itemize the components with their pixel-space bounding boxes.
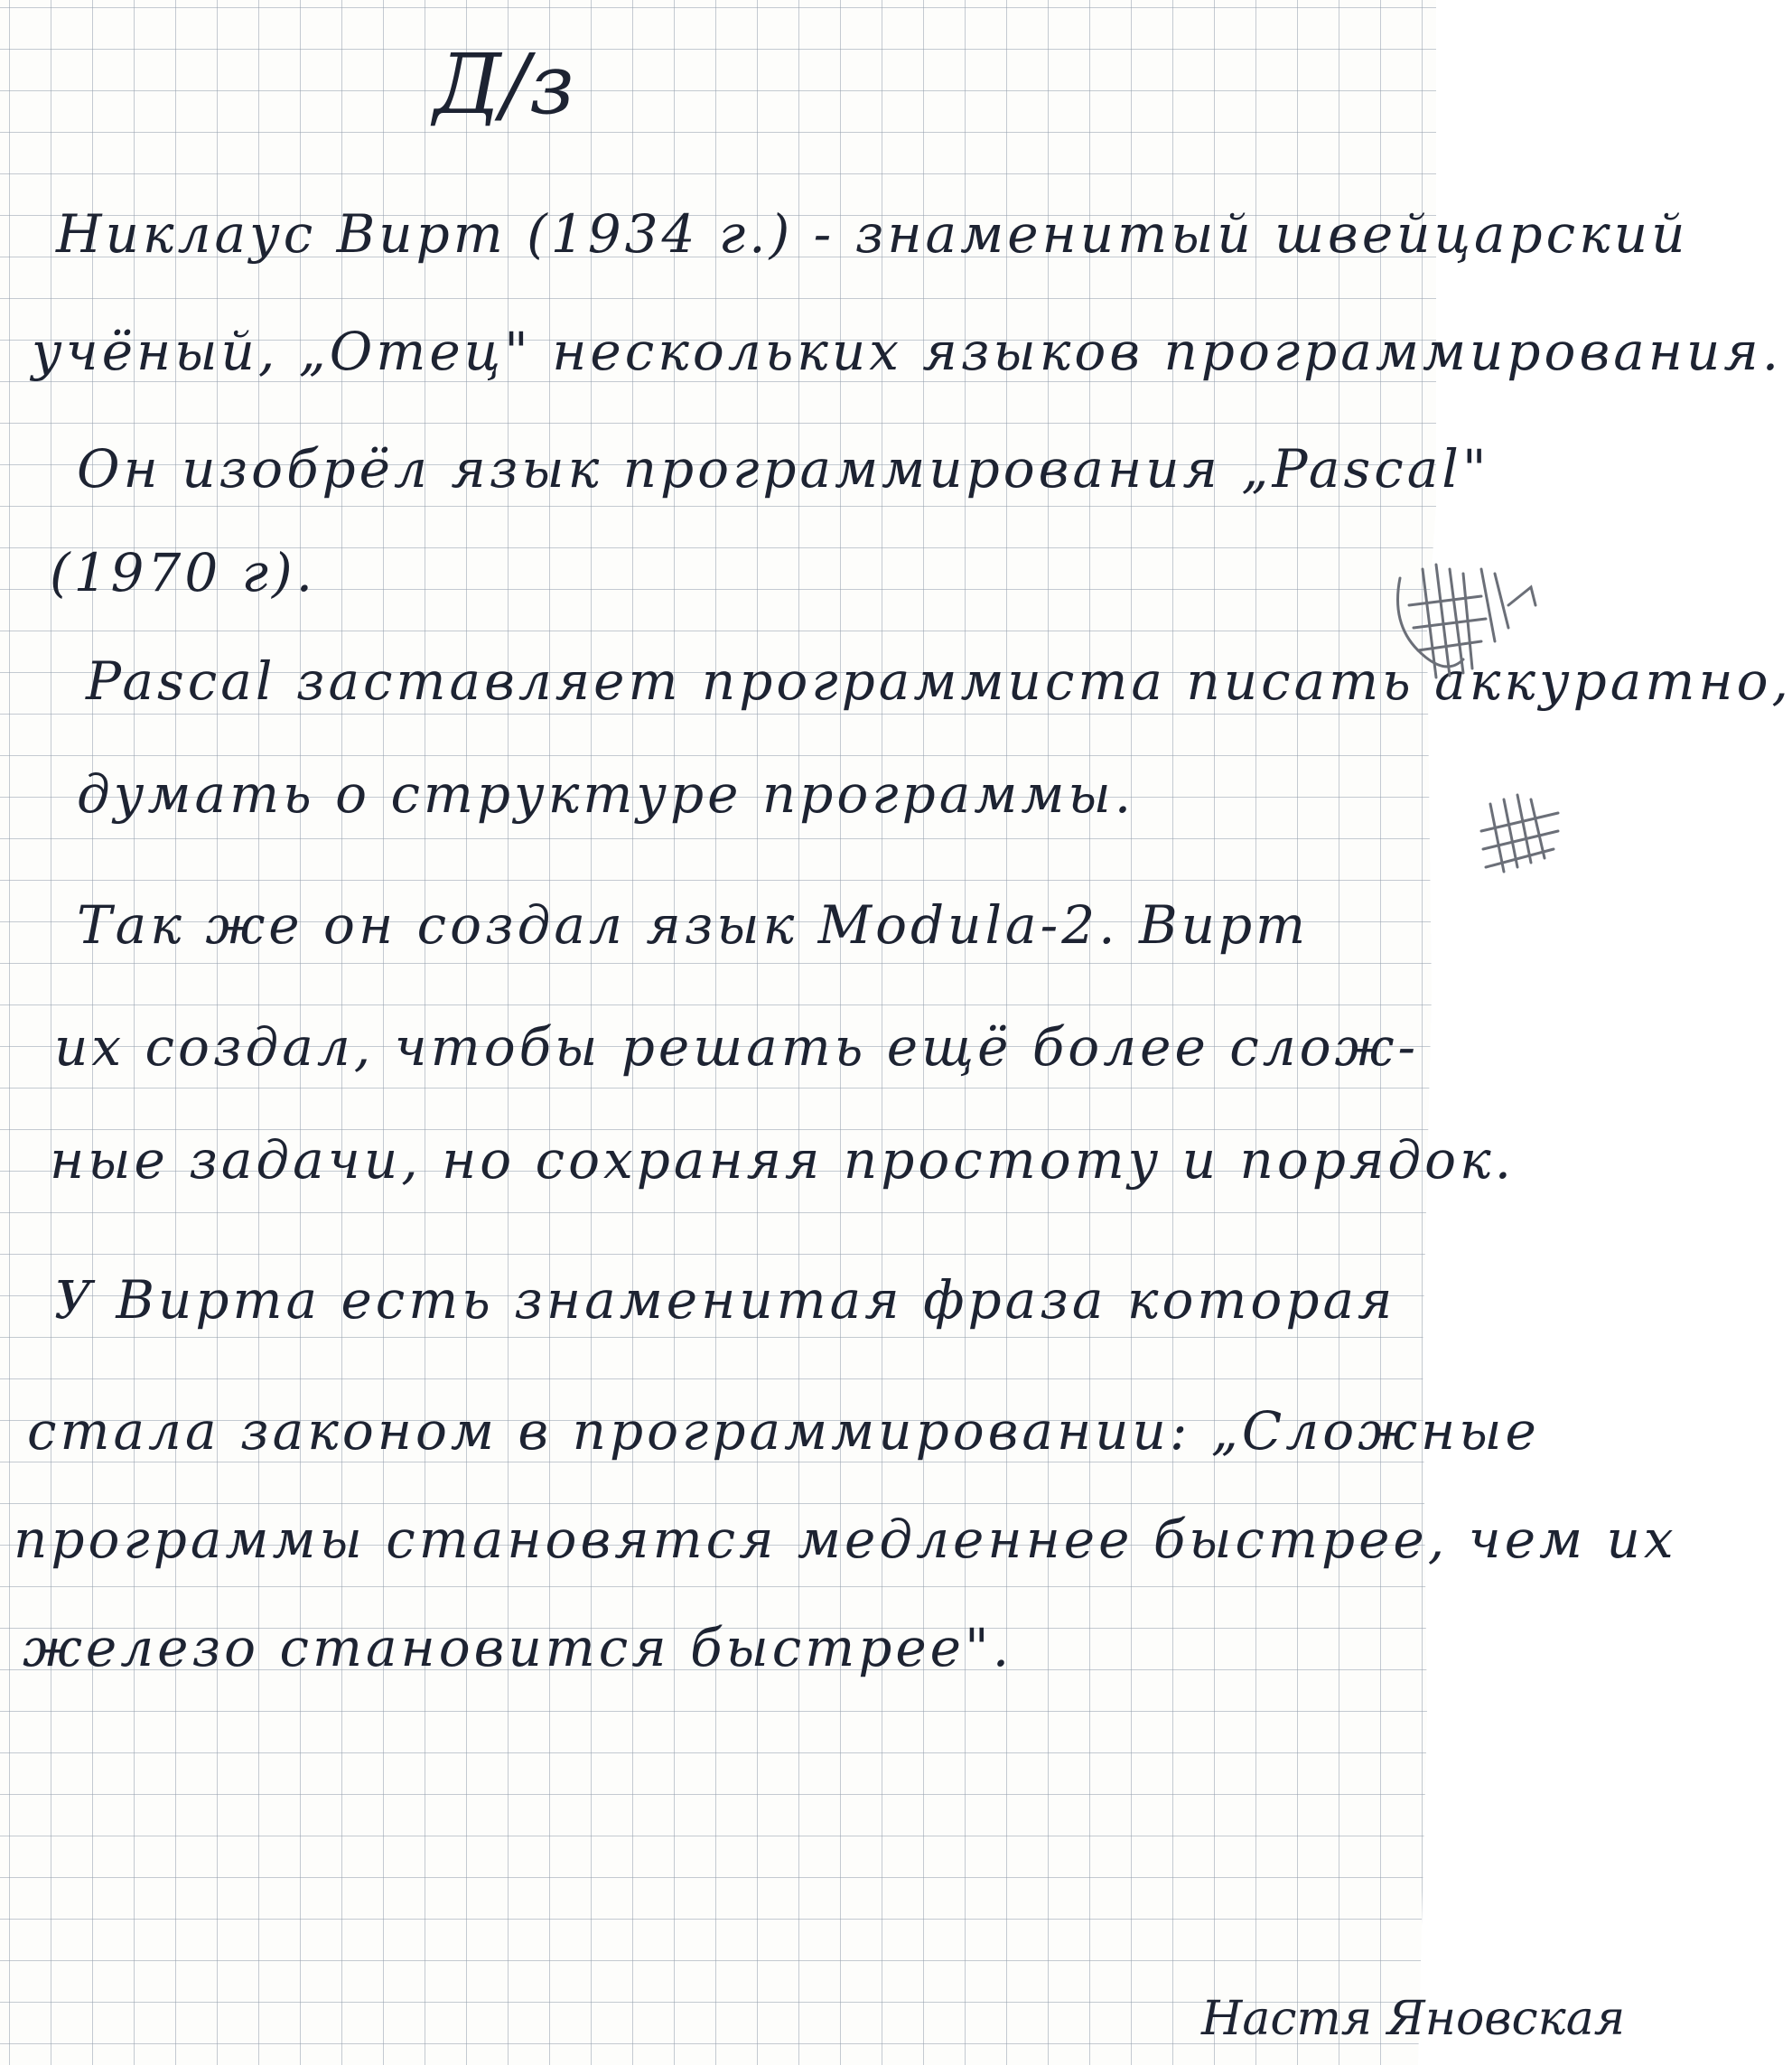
text-line-3: Он изобрёл язык программирования „Pascal" [77, 438, 1490, 500]
homework-heading: Д/з [434, 36, 574, 133]
text-line-9: ные задачи, но сохраняя простоту и порядок. [50, 1129, 1516, 1191]
text-line-7: Так же он создал язык Modula-2. Вирт [77, 894, 1310, 956]
scribble-doodle-lower [1472, 786, 1572, 885]
signature: Настя Яновская [1201, 1992, 1626, 2046]
text-line-12: программы становятся медленнее быстрее, чем их [14, 1509, 1677, 1570]
text-line-5: Pascal заставляет программиста писать аккуратно, [86, 650, 1792, 712]
text-line-8: их создал, чтобы решать ещё более слож- [54, 1016, 1420, 1078]
text-line-4: (1970 г). [50, 542, 317, 603]
torn-paper-edge [1409, 0, 1608, 2065]
scribble-doodle-upper [1382, 542, 1545, 696]
text-line-10: У Вирта есть знаменитая фраза которая [54, 1269, 1396, 1331]
text-line-11: стала законом в программировании: „Сложные [27, 1400, 1540, 1462]
text-line-1: Никлаус Вирт (1934 г.) - знаменитый швейцарский [56, 203, 1689, 265]
text-line-2: учёный, „Отец" нескольких языков программирования. [32, 321, 1783, 382]
text-line-6: думать о структуре программы. [77, 763, 1135, 825]
text-line-13: железо становится быстрее". [23, 1617, 1013, 1678]
